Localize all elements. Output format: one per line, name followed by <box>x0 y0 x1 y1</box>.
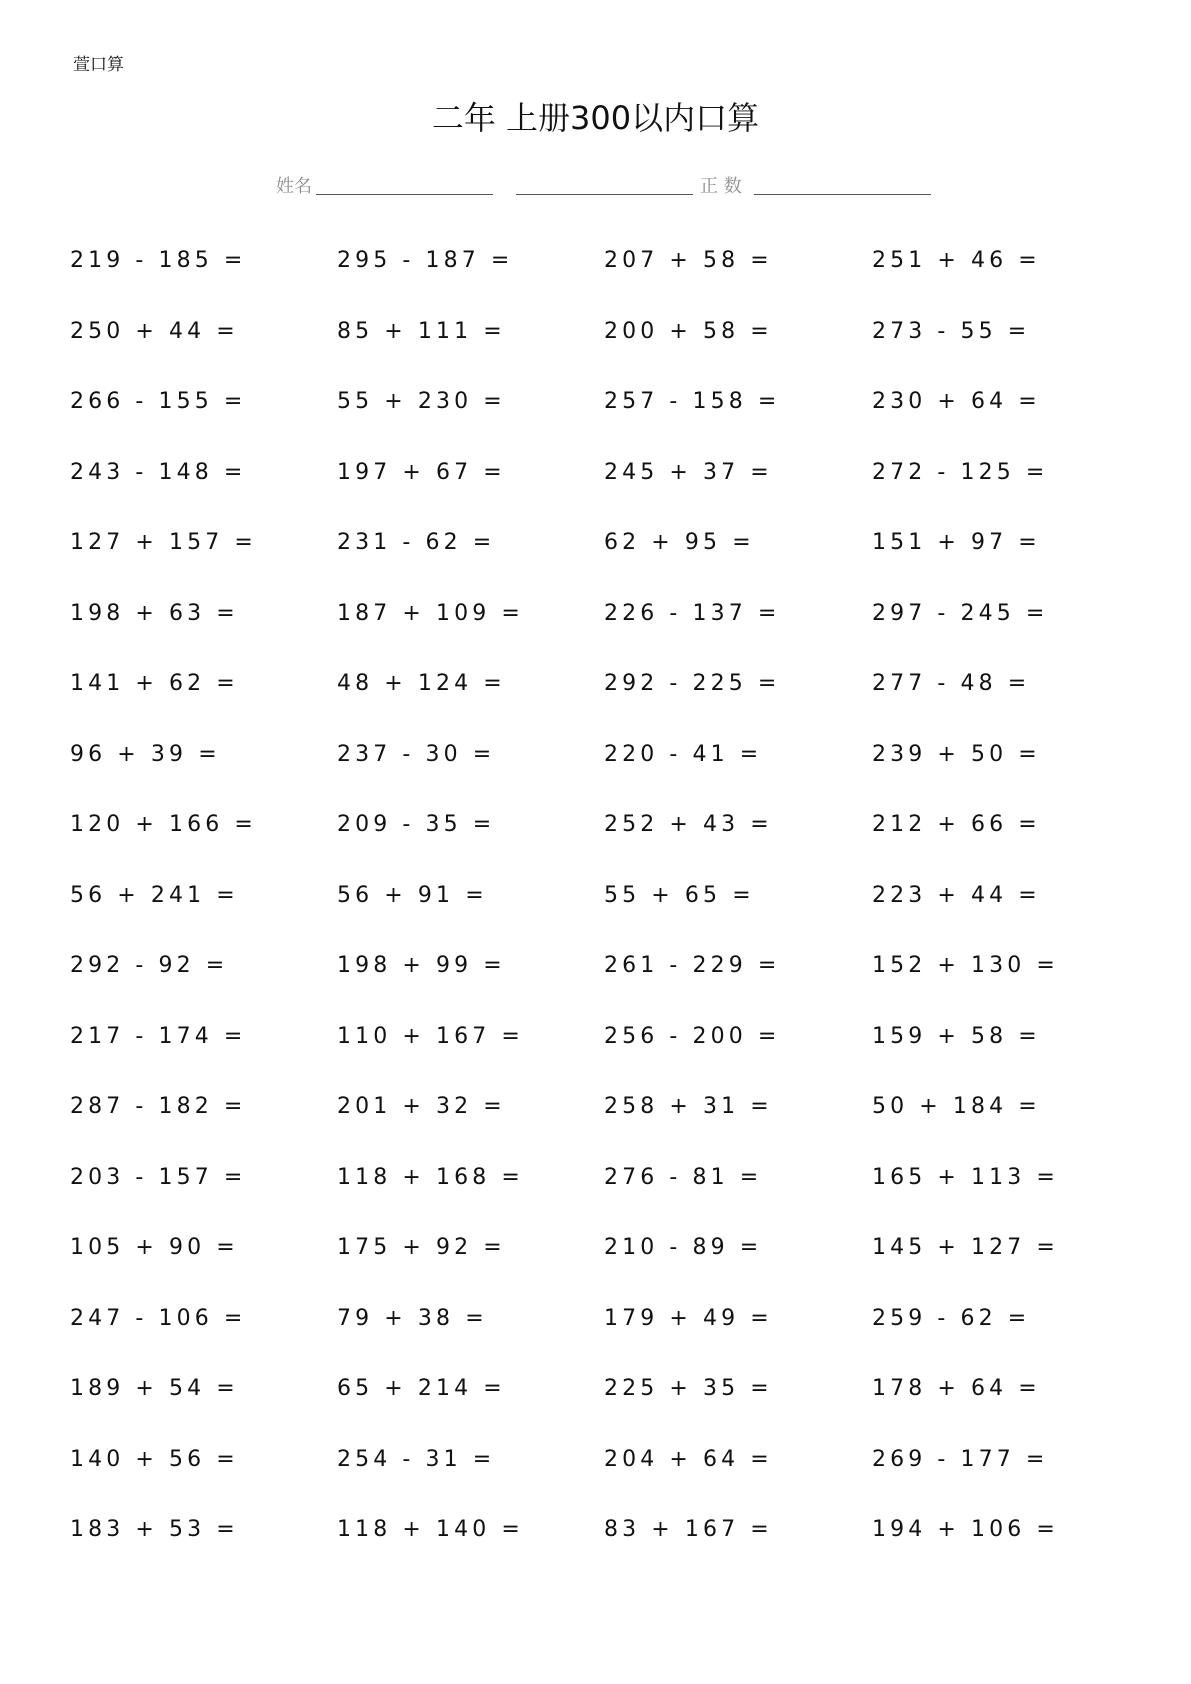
arithmetic-problem: 239 + 50 = <box>872 741 1041 767</box>
arithmetic-problem: 118 + 168 = <box>337 1164 524 1190</box>
middle-write-line <box>516 194 693 195</box>
arithmetic-problem: 118 + 140 = <box>337 1517 524 1542</box>
arithmetic-problem: 272 - 125 = <box>872 459 1049 485</box>
arithmetic-problem: 50 + 184 = <box>872 1094 1041 1119</box>
arithmetic-problem: 194 + 106 = <box>872 1517 1059 1542</box>
arithmetic-problem: 251 + 46 = <box>872 248 1041 273</box>
arithmetic-problem-grid <box>70 246 1130 1546</box>
arithmetic-problem: 207 + 58 = <box>604 248 773 273</box>
arithmetic-problem: 256 - 200 = <box>604 1023 781 1049</box>
arithmetic-problem: 287 - 182 = <box>70 1094 247 1119</box>
arithmetic-problem: 65 + 214 = <box>337 1376 506 1401</box>
arithmetic-problem: 295 - 187 = <box>337 248 514 273</box>
arithmetic-problem: 209 - 35 = <box>337 812 496 837</box>
arithmetic-problem: 178 + 64 = <box>872 1376 1041 1401</box>
name-write-line <box>316 194 493 195</box>
arithmetic-problem: 152 + 130 = <box>872 953 1059 978</box>
arithmetic-problem: 62 + 95 = <box>604 530 755 555</box>
arithmetic-problem: 55 + 230 = <box>337 389 506 414</box>
arithmetic-problem: 105 + 90 = <box>70 1235 239 1260</box>
arithmetic-problem: 269 - 177 = <box>872 1446 1049 1472</box>
arithmetic-problem: 127 + 157 = <box>70 530 257 555</box>
arithmetic-problem: 179 + 49 = <box>604 1305 773 1331</box>
arithmetic-problem: 217 - 174 = <box>70 1023 247 1049</box>
arithmetic-problem: 141 + 62 = <box>70 671 239 696</box>
arithmetic-problem: 243 - 148 = <box>70 459 247 485</box>
arithmetic-problem: 197 + 67 = <box>337 459 506 485</box>
arithmetic-problem: 56 + 241 = <box>70 882 239 908</box>
arithmetic-problem: 277 - 48 = <box>872 671 1031 696</box>
arithmetic-problem: 140 + 56 = <box>70 1446 239 1472</box>
arithmetic-problem: 250 + 44 = <box>70 318 239 344</box>
arithmetic-problem: 56 + 91 = <box>337 882 488 908</box>
arithmetic-problem: 201 + 32 = <box>337 1094 506 1119</box>
arithmetic-problem: 203 - 157 = <box>70 1164 247 1190</box>
arithmetic-problem: 204 + 64 = <box>604 1446 773 1472</box>
arithmetic-problem: 220 - 41 = <box>604 741 763 767</box>
arithmetic-problem: 165 + 113 = <box>872 1164 1059 1190</box>
arithmetic-problem: 145 + 127 = <box>872 1235 1059 1260</box>
arithmetic-problem: 198 + 99 = <box>337 953 506 978</box>
arithmetic-problem: 292 - 92 = <box>70 953 229 978</box>
arithmetic-problem: 237 - 30 = <box>337 741 496 767</box>
arithmetic-problem: 120 + 166 = <box>70 812 257 837</box>
arithmetic-problem: 200 + 58 = <box>604 318 773 344</box>
arithmetic-problem: 189 + 54 = <box>70 1376 239 1401</box>
arithmetic-problem: 96 + 39 = <box>70 741 221 767</box>
arithmetic-problem: 261 - 229 = <box>604 953 781 978</box>
arithmetic-problem: 110 + 167 = <box>337 1023 524 1049</box>
arithmetic-problem: 231 - 62 = <box>337 530 496 555</box>
arithmetic-problem: 297 - 245 = <box>872 600 1049 626</box>
arithmetic-problem: 187 + 109 = <box>337 600 524 626</box>
arithmetic-problem: 257 - 158 = <box>604 389 781 414</box>
arithmetic-problem: 245 + 37 = <box>604 459 773 485</box>
arithmetic-problem: 247 - 106 = <box>70 1305 247 1331</box>
arithmetic-problem: 79 + 38 = <box>337 1305 488 1331</box>
arithmetic-problem: 252 + 43 = <box>604 812 773 837</box>
arithmetic-problem: 226 - 137 = <box>604 600 781 626</box>
correct-count-label: 正 数 <box>700 176 742 197</box>
arithmetic-problem: 230 + 64 = <box>872 389 1041 414</box>
arithmetic-problem: 151 + 97 = <box>872 530 1041 555</box>
arithmetic-problem: 198 + 63 = <box>70 600 239 626</box>
arithmetic-problem: 210 - 89 = <box>604 1235 763 1260</box>
arithmetic-problem: 159 + 58 = <box>872 1023 1041 1049</box>
arithmetic-problem: 273 - 55 = <box>872 318 1031 344</box>
correct-count-write-line <box>754 194 931 195</box>
arithmetic-problem: 55 + 65 = <box>604 882 755 908</box>
arithmetic-problem: 85 + 111 = <box>337 318 506 344</box>
arithmetic-problem: 276 - 81 = <box>604 1164 763 1190</box>
arithmetic-problem: 212 + 66 = <box>872 812 1041 837</box>
arithmetic-problem: 83 + 167 = <box>604 1517 773 1542</box>
arithmetic-problem: 225 + 35 = <box>604 1376 773 1401</box>
arithmetic-problem: 183 + 53 = <box>70 1517 239 1542</box>
name-label: 姓名 <box>276 176 312 197</box>
arithmetic-problem: 258 + 31 = <box>604 1094 773 1119</box>
worksheet-title: 二年 上册300以内口算 <box>431 99 760 137</box>
arithmetic-problem: 219 - 185 = <box>70 248 247 273</box>
arithmetic-problem: 292 - 225 = <box>604 671 781 696</box>
arithmetic-problem: 254 - 31 = <box>337 1446 496 1472</box>
arithmetic-problem: 175 + 92 = <box>337 1235 506 1260</box>
arithmetic-problem: 223 + 44 = <box>872 882 1041 908</box>
arithmetic-problem: 48 + 124 = <box>337 671 506 696</box>
brand-label: 萱口算 <box>73 55 124 75</box>
arithmetic-problem: 266 - 155 = <box>70 389 247 414</box>
arithmetic-problem: 259 - 62 = <box>872 1305 1031 1331</box>
